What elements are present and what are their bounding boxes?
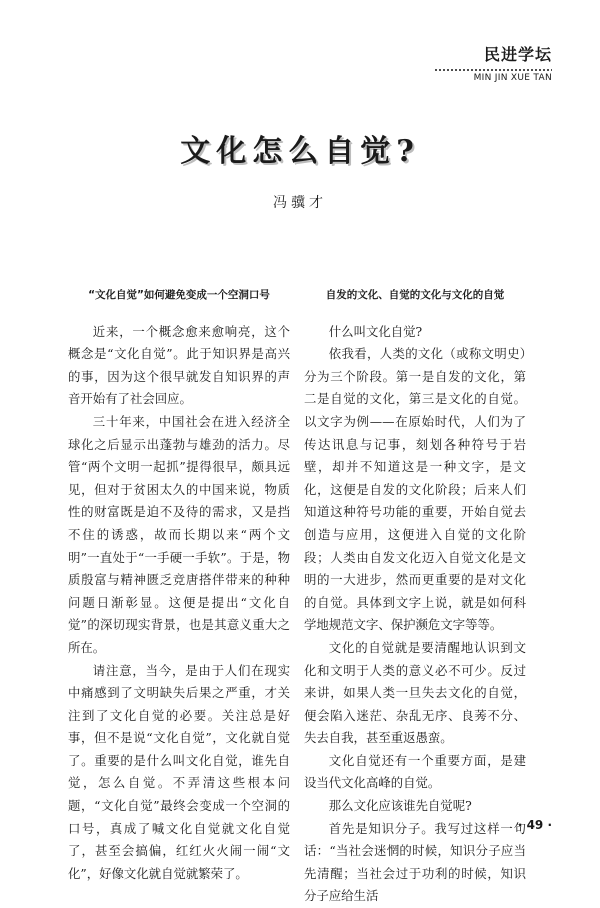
section-heading: 自发的文化、自觉的文化与文化的自觉	[325, 289, 505, 301]
paragraph: 首先是知识分子。我写过这样一句话：“当社会迷惘的时候，知识分子应当先清醒；当社会过于功利的时候，知识分子应给生活	[304, 820, 526, 904]
paragraph: 请注意，当今，是由于人们在现实中痛感到了文明缺失后果之严重，才关注到了文化自觉的必要。关注总是好事，但不是说“文化自觉”，文化就自觉了。重要的是什么叫文化自觉，谁先自觉，怎么自觉。不弄清这些根本问题，“文化自觉”最终会变成一个空洞的口号，真成了喊文化自觉就文化自觉了，甚至会搞偏，红红火火闹一闹“文化”，好像文化就自觉就繁荣了。	[68, 662, 290, 881]
paragraph: 什么叫文化自觉?	[328, 323, 423, 339]
column-title: 民进学坛	[483, 45, 552, 64]
right-column	[304, 284, 526, 908]
section-heading: “文化自觉”如何避免变成一个空洞口号	[88, 289, 270, 301]
paragraph: 文化的自觉就是要清醒地认识到文化和文明于人类的意义必不可少。反过来讲，如果人类一旦失去文化的自觉，便会陷入迷茫、杂乱无序、良莠不分、失去自我，甚至重返愚蛮。	[304, 639, 526, 746]
paragraph: 三十年来，中国社会在进入经济全球化之后显示出蓬勃与雄劲的活力。尽管“两个文明一起抓”提得很早，颇具远见，但对于贫困太久的中国来说，物质性的财富既是迫不及待的需求，又是挡不住的诱惑，故而长期以来“两个文明”一直处于“一手硬一手软”。于是，物质殷富与精神匮乏竞唐搭伴带来的种种问题日渐彰显。这便是提出“文化自觉”的深切现实背景，也是其意义重大之所在。	[68, 413, 290, 655]
paragraph: 依我看，人类的文化（或称文明史）分为三个阶段。第一是自发的文化，第二是自觉的文化，第三是文化的自觉。以文字为例——在原始时代，人们为了传达讯息与记事，刻划各种符号于岩壁，却并不知道这是一种文字，是文化，这便是自发的文化阶段；后来人们知道这种符号功能的重要，开始自觉去创造与应用，这便进入自觉的文化阶段；人类由自发文化迈入自觉文化是文明的一大进步，然而更重要的是对文化的自觉。具体到文字上说，就是如何科学地规范文字、保护濒危文字等等。	[304, 346, 526, 633]
article-title: 文化怎么自觉?	[180, 134, 420, 169]
paragraph: 文化自觉还有一个重要方面，是建设当代文化高峰的自觉。	[304, 752, 526, 791]
paragraph: 近来，一个概念愈来愈响亮，这个概念是“文化自觉”。此于知识界是高兴的事，因为这个很早就发自知识界的声音开始有了社会回应。	[68, 323, 290, 407]
paragraph: 那么文化应该谁先自觉呢?	[328, 798, 472, 814]
header-dotted-rule	[434, 68, 552, 72]
column-subtitle: MIN JIN XUE TAN	[473, 73, 552, 83]
left-column	[68, 284, 290, 885]
column-header	[484, 42, 552, 65]
page-number: · 49 ·	[517, 818, 552, 832]
article-author: 冯骥才	[273, 195, 327, 211]
